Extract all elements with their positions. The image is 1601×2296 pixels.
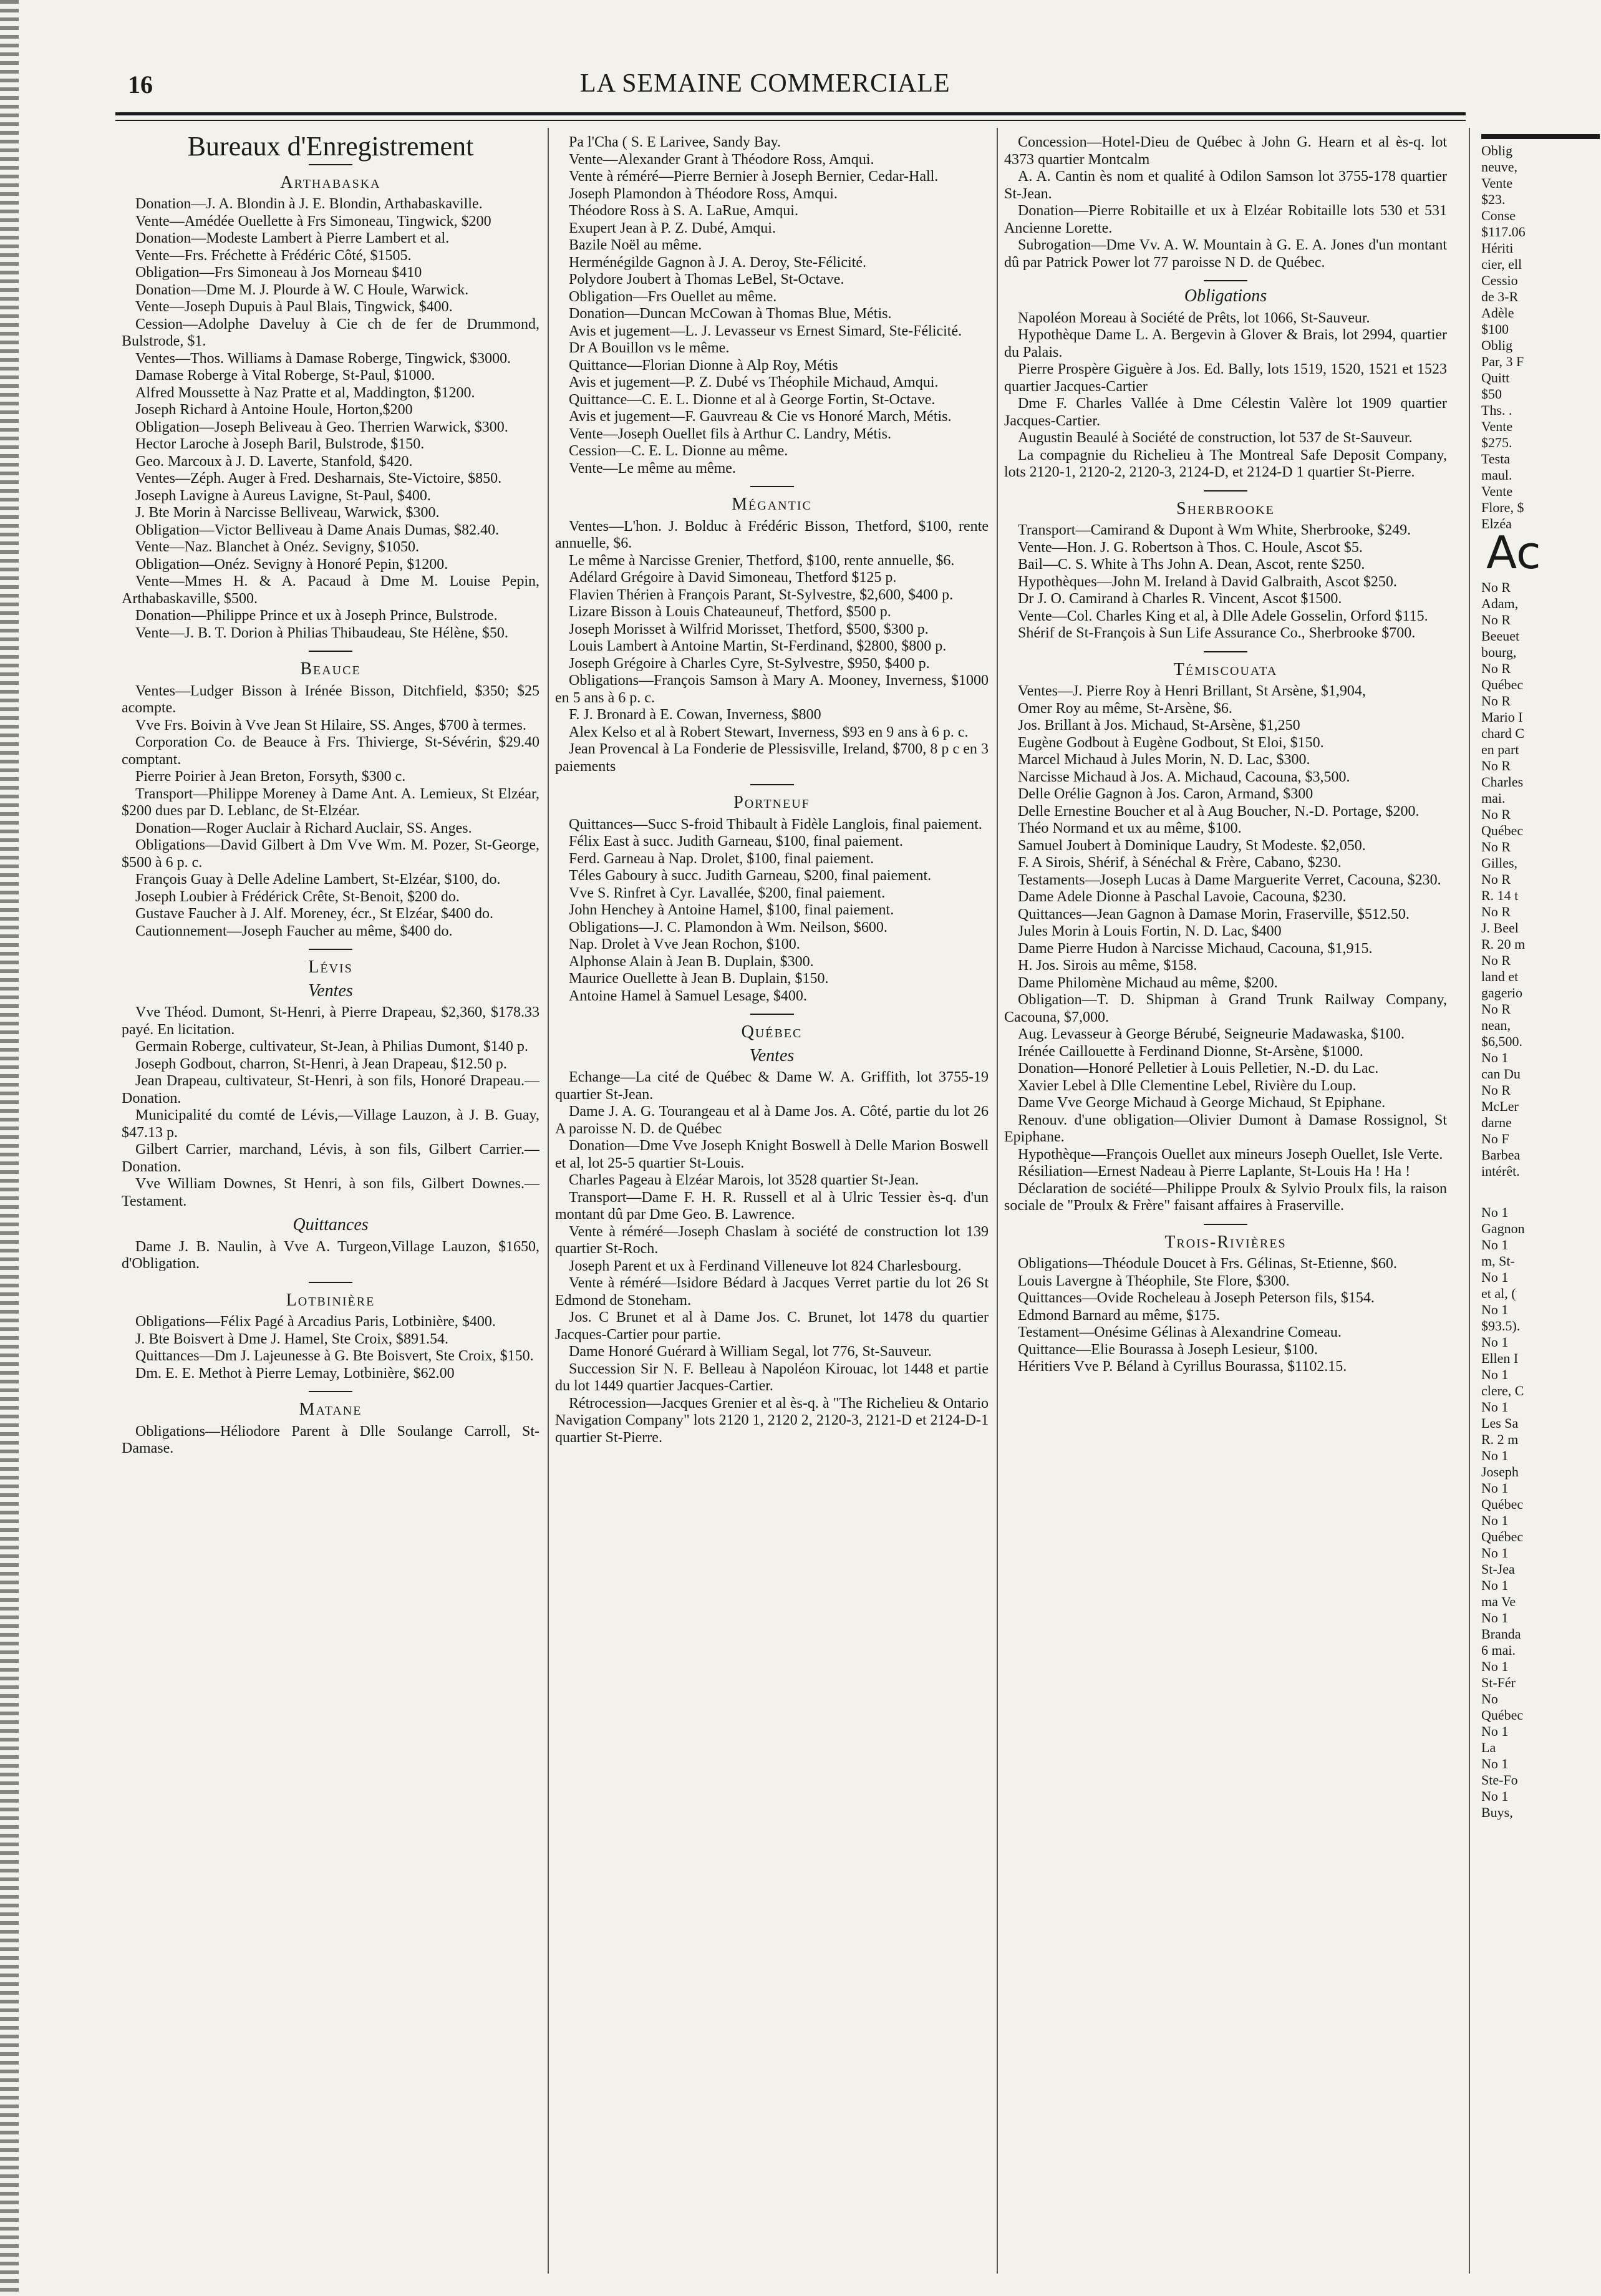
entry: Eugène Godbout à Eugène Godbout, St Eloi, $150. <box>1018 734 1324 751</box>
entry: Gilbert Carrier, marchand, Lévis, à son fils, Gilbert Carrier.—Donation. <box>122 1141 539 1175</box>
entry: No 1 <box>1481 1723 1509 1739</box>
entry: J. Beel <box>1481 920 1519 936</box>
entry: Adam, <box>1481 596 1519 611</box>
entry: Vente—Joseph Ouellet fils à Arthur C. Landry, Métis. <box>569 425 892 442</box>
entry: Mario I <box>1481 709 1523 725</box>
entry: Vente—Joseph Dupuis à Paul Blais, Tingwick, $400. <box>135 299 453 315</box>
entry: Pierre Prospère Giguère à Jos. Ed. Bally, lots 1519, 1520, 1521 et 1523 quartier Jacques-Cartier <box>1004 361 1447 395</box>
entry: Déclaration de société—Philippe Proulx & Sylvio Proulx fils, la raison sociale de "Proulx & Frère" faisant affaires à Fraserville. <box>1004 1180 1447 1214</box>
column-rule <box>997 128 998 2274</box>
entry: Oblig <box>1481 337 1513 353</box>
entry: Charles <box>1481 774 1524 790</box>
column-1 <box>122 134 539 2267</box>
entry: Les Sa <box>1481 1415 1519 1431</box>
entry: No 1 <box>1481 1577 1509 1593</box>
entry: Gilles, <box>1481 855 1518 871</box>
entry: No 1 <box>1481 1237 1509 1252</box>
entry: Louis Lambert à Antoine Martin, St-Ferdinand, $2800, $800 p. <box>569 638 947 654</box>
entry: Dame Honoré Guérard à William Segal, lot 776, St-Sauveur. <box>569 1344 932 1360</box>
entry: Avis et jugement—L. J. Levasseur vs Ernest Simard, Ste-Félicité. <box>569 322 962 339</box>
entry: No 1 <box>1481 1050 1509 1065</box>
entry: Joseph Parent et ux à Ferdinand Villeneuve lot 824 Charlesbourg. <box>569 1257 962 1274</box>
entry: No 1 <box>1481 1756 1509 1771</box>
entry: Théodore Ross à S. A. LaRue, Amqui. <box>569 203 798 219</box>
section-divider <box>750 486 794 487</box>
entry: Québec <box>1481 1496 1524 1512</box>
entry: Ventes—Zéph. Auger à Fred. Desharnais, Ste-Victoire, $850. <box>135 470 502 487</box>
entry: Vve William Downes, St Henri, à son fils, Gilbert Downes.—Testament. <box>122 1176 539 1209</box>
entry: Exupert Jean à P. Z. Dubé, Amqui. <box>569 220 776 236</box>
entry: Adèle <box>1481 305 1514 321</box>
section-divider <box>750 1014 794 1015</box>
entry: R. 20 m <box>1481 936 1526 952</box>
entry: can Du <box>1481 1066 1521 1082</box>
entry: Dame Pierre Hudon à Narcisse Michaud, Cacouna, $1,915. <box>1018 940 1373 957</box>
entry: Québec <box>1481 1707 1524 1723</box>
section-heading: Beauce <box>300 659 361 679</box>
entry: Québec <box>1481 677 1524 692</box>
entry: Ventes—J. Pierre Roy à Henri Brillant, St Arsène, $1,904, <box>1018 683 1366 699</box>
section-divider <box>309 164 352 165</box>
entry: Joseph Richard à Antoine Houle, Horton,$200 <box>135 402 413 418</box>
section-heading: Portneuf <box>733 793 810 812</box>
entry: Nap. Drolet à Vve Jean Rochon, $100. <box>569 936 800 952</box>
entry: J. Bte Morin à Narcisse Belliveau, Warwick, $300. <box>135 505 440 521</box>
entry: Dm. E. E. Methot à Pierre Lemay, Lotbinière, $62.00 <box>135 1365 455 1382</box>
entry: Félix East à succ. Judith Garneau, $100, final paiement. <box>569 833 903 850</box>
entry: Ferd. Garneau à Nap. Drolet, $100, final paiement. <box>569 850 874 867</box>
entry: cier, ell <box>1481 256 1522 272</box>
entry: Dr A Bouillon vs le même. <box>569 340 730 356</box>
entry: Dame Vve George Michaud à George Michaud, St Epiphane. <box>1018 1095 1386 1111</box>
entry: Charles Pageau à Elzéar Marois, lot 3528 quartier St-Jean. <box>569 1172 919 1188</box>
entry: Vente—Naz. Blanchet à Onéz. Sevigny, $1050. <box>135 539 419 555</box>
entry: No 1 <box>1481 1788 1509 1804</box>
entry: Gagnon <box>1481 1221 1525 1236</box>
entry: Obligations—J. C. Plamondon à Wm. Neilson, $600. <box>569 919 888 936</box>
entry: Vente à réméré—Isidore Bédard à Jacques Verret partie du lot 26 St Edmond de Stoneham. <box>555 1275 989 1309</box>
entry: Vente <box>1481 483 1513 499</box>
entry: John Henchey à Antoine Hamel, $100, final paiement. <box>569 902 894 918</box>
entry: Obligations—David Gilbert à Dm Vve Wm. M. Pozer, St-George, $500 à 6 p. c. <box>122 837 539 871</box>
entry: Quittances—Jean Gagnon à Damase Morin, Fraserville, $512.50. <box>1018 906 1410 923</box>
entry: Joseph Loubier à Frédérick Crête, St-Benoit, $200 do. <box>135 888 460 905</box>
entry: $100 <box>1481 321 1509 337</box>
entry: No F <box>1481 1131 1509 1146</box>
entry: Testaments—Joseph Lucas à Dame Marguerite Verret, Cacouna, $230. <box>1018 871 1441 888</box>
entry: Ventes—Ludger Bisson à Irénée Bisson, Ditchfield, $350; $25 acompte. <box>122 682 539 716</box>
entry: McLer <box>1481 1098 1519 1114</box>
entry: 6 mai. <box>1481 1642 1516 1658</box>
entry: Ste-Fo <box>1481 1772 1518 1788</box>
entry: No 1 <box>1481 1367 1509 1382</box>
entry: Théo Normand et ux au même, $100. <box>1018 820 1242 836</box>
entry: J. Bte Boisvert à Dme J. Hamel, Ste Croix, $891.54. <box>135 1330 448 1347</box>
entry: Vente—Col. Charles King et al, à Dlle Adele Gosselin, Orford $115. <box>1018 608 1428 624</box>
entry: Ventes—L'hon. J. Bolduc à Frédéric Bisson, Thetford, $100, rente annuelle, $6. <box>555 518 989 551</box>
entry: No R <box>1481 1001 1511 1017</box>
entry: Obligation—T. D. Shipman à Grand Trunk Railway Company, Cacouna, $7,000. <box>1004 992 1447 1025</box>
entry: Maurice Ouellette à Jean B. Duplain, $150. <box>569 971 829 987</box>
entry: No R <box>1481 904 1511 919</box>
entry: Donation—Philippe Prince et ux à Joseph Prince, Bulstrode. <box>135 608 498 624</box>
entry: $275. <box>1481 435 1512 450</box>
entry: Donation—Dme M. J. Plourde à W. C Houle, Warwick. <box>135 281 469 298</box>
column-rule <box>1469 128 1470 2274</box>
column-2 <box>555 134 989 2267</box>
entry: Joseph Godbout, charron, St-Henri, à Jean Drapeau, $12.50 p. <box>135 1055 507 1072</box>
entry: en part <box>1481 742 1519 757</box>
entry: Pa l'Cha ( S. E Larivee, Sandy Bay. <box>569 134 781 150</box>
entry: de 3-R <box>1481 289 1519 304</box>
entry: No 1 <box>1481 1204 1509 1220</box>
section-heading: Mégantic <box>732 495 812 514</box>
entry: Herménégilde Gagnon à J. A. Deroy, Ste-Félicité. <box>569 254 866 271</box>
entry: Obligation—Joseph Beliveau à Geo. Therrien Warwick, $300. <box>135 419 508 435</box>
entry: Donation—Honoré Pelletier à Louis Pelletier, N.-D. du Lac. <box>1018 1060 1379 1077</box>
entry: Dame J. A. G. Tourangeau et al à Dame Jos. A. Côté, partie du lot 26 A paroisse N. D. de Québec <box>555 1103 989 1137</box>
entry: Vente à réméré—Joseph Chaslam à société de construction lot 139 quartier St-Roch. <box>555 1223 989 1257</box>
entry: Louis Lavergne à Théophile, Ste Flore, $300. <box>1018 1272 1290 1289</box>
entry: Cautionnement—Joseph Faucher au même, $400 do. <box>135 923 453 939</box>
entry: Vente—J. B. T. Dorion à Philias Thibaudeau, Ste Hélène, $50. <box>135 624 508 641</box>
entry: No 1 <box>1481 1448 1509 1463</box>
entry: Transport—Dame F. H. R. Russell et al à Ulric Tessier ès-q. d'un montant dû par Dme Geo. B. Lawrence. <box>555 1189 989 1223</box>
entry: No R <box>1481 661 1511 676</box>
entry: Jean Drapeau, cultivateur, St-Henri, à son fils, Honoré Drapeau.—Donation. <box>122 1073 539 1107</box>
entry: Rétrocession—Jacques Grenier et al ès-q. à "The Richelieu & Ontario Navigation Company" lots 2120 1, 2120 2, 2120-3, 2121-D et 2124-D-1 quartier St-Pierre. <box>555 1395 989 1446</box>
entry: Quittance—C. E. L. Dionne et al à George Fortin, St-Octave. <box>569 391 936 408</box>
entry: Vente <box>1481 419 1513 434</box>
entry: Cession—Adolphe Daveluy à Cie ch de fer de Drummond, Bulstrode, $1. <box>122 316 539 349</box>
entry: Vente—Hon. J. G. Robertson à Thos. C. Houle, Ascot $5. <box>1018 539 1363 556</box>
entry: No 1 <box>1481 1302 1509 1317</box>
entry: Shérif de St-François à Sun Life Assurance Co., Sherbrooke $700. <box>1018 625 1416 641</box>
entry: neuve, <box>1481 159 1518 175</box>
masthead-bar <box>1481 134 1600 139</box>
entry: Hector Laroche à Joseph Baril, Bulstrode, $150. <box>135 436 425 452</box>
entry: land et <box>1481 969 1519 984</box>
entry: nean, <box>1481 1017 1511 1033</box>
entry: Résiliation—Ernest Nadeau à Pierre Laplante, St-Louis Ha ! Ha ! <box>1018 1163 1411 1179</box>
column-rule <box>548 128 549 2274</box>
entry: Concession—Hotel-Dieu de Québec à John G. Hearn et al ès-q. lot 4373 quartier Montcalm <box>1004 134 1447 168</box>
running-title: LA SEMAINE COMMERCIALE <box>580 69 950 98</box>
section-divider <box>309 1282 352 1283</box>
header-rule <box>115 112 1466 115</box>
entry: Oblig <box>1481 143 1513 158</box>
entry: Donation—Duncan McCowan à Thomas Blue, Métis. <box>569 306 892 322</box>
entry: Germain Roberge, cultivateur, St-Jean, à Philias Dumont, $140 p. <box>135 1039 528 1055</box>
section-divider <box>309 1391 352 1392</box>
section-divider <box>1204 651 1247 652</box>
entry: Vve S. Rinfret à Cyr. Lavallée, $200, final paiement. <box>569 884 886 901</box>
entry: bourg, <box>1481 644 1517 660</box>
entry: No R <box>1481 871 1511 887</box>
entry: Pierre Poirier à Jean Breton, Forsyth, $300 c. <box>135 768 406 785</box>
entry: Dme F. Charles Vallée à Dme Célestin Valère lot 1909 quartier Jacques-Cartier. <box>1004 395 1447 429</box>
entry: Vente <box>1481 175 1513 191</box>
entry: ma Ve <box>1481 1594 1516 1609</box>
entry: Vente—Mmes H. & A. Pacaud à Dme M. Louise Pepin, Arthabaskaville, $500. <box>122 573 539 607</box>
entry: Jean Provencal à La Fonderie de Plessisville, Ireland, $700, 8 p c en 3 paiements <box>555 741 989 775</box>
header-rule-thin <box>115 120 1466 121</box>
entry: Dame Adele Dionne à Paschal Lavoie, Cacouna, $230. <box>1018 889 1347 905</box>
entry: No 1 <box>1481 1269 1509 1285</box>
section-heading: Matane <box>299 1400 362 1419</box>
entry: clere, C <box>1481 1383 1524 1398</box>
entry: Hypothèque Dame L. A. Bergevin à Glover & Brais, lot 2994, quartier du Palais. <box>1004 327 1447 361</box>
entry: et al, ( <box>1481 1286 1516 1301</box>
section-divider <box>309 949 352 950</box>
entry: Branda <box>1481 1626 1521 1642</box>
page-number: 16 <box>128 70 153 99</box>
entry: Delle Orélie Gagnon à Jos. Caron, Armand, $300 <box>1018 786 1313 802</box>
section-heading: Québec <box>741 1022 803 1042</box>
entry: Echange—La cité de Québec & Dame W. A. Griffith, lot 3755-19 quartier St-Jean. <box>555 1069 989 1103</box>
entry: Ths. . <box>1481 402 1512 418</box>
entry: No R <box>1481 952 1511 968</box>
entry: Geo. Marcoux à J. D. Laverte, Stanfold, $420. <box>135 453 413 470</box>
entry: chard C <box>1481 725 1525 741</box>
entry: La <box>1481 1740 1496 1755</box>
section-divider <box>1204 280 1247 281</box>
entry: H. Jos. Sirois au même, $158. <box>1018 957 1197 974</box>
entry: gagerio <box>1481 985 1522 1000</box>
entry: No 1 <box>1481 1545 1509 1561</box>
entry: No R <box>1481 1082 1511 1098</box>
section-divider <box>750 784 794 785</box>
entry: Xavier Lebel à Dlle Clementine Lebel, Rivière du Loup. <box>1018 1077 1357 1094</box>
entry: Omer Roy au même, St-Arsène, $6. <box>1018 700 1232 717</box>
entry: darne <box>1481 1115 1512 1130</box>
entry: Donation—J. A. Blondin à J. E. Blondin, Arthabaskaville. <box>135 196 483 212</box>
scan-binding-edge <box>0 0 19 2296</box>
entry: Quittances—Dm J. Lajeunesse à G. Bte Boisvert, Ste Croix, $150. <box>135 1348 534 1364</box>
entry: Québec <box>1481 1529 1524 1544</box>
entry: maul. <box>1481 467 1512 483</box>
entry: Jules Morin à Louis Fortin, N. D. Lac, $400 <box>1018 923 1282 939</box>
entry: No R <box>1481 612 1511 627</box>
entry: Polydore Joubert à Thomas LeBel, St-Octave. <box>569 271 844 288</box>
entry: Ventes—Thos. Williams à Damase Roberge, Tingwick, $3000. <box>135 350 511 367</box>
entry: Jos. Brillant à Jos. Michaud, St-Arsène, $1,250 <box>1018 717 1300 734</box>
entry: St-Jea <box>1481 1561 1515 1577</box>
entry: Quittance—Florian Dionne à Alp Roy, Métis <box>569 357 838 374</box>
entry: Par, 3 F <box>1481 354 1524 369</box>
entry: Québec <box>1481 823 1524 838</box>
entry: François Guay à Delle Adeline Lambert, St-Elzéar, $100, do. <box>135 871 501 888</box>
section-heading: Témiscouata <box>1173 659 1278 679</box>
entry: Irénée Caillouette à Ferdinand Dionne, St-Arsène, $1000. <box>1018 1043 1363 1060</box>
column-4-clipped <box>1481 134 1600 2267</box>
clipped-heading: Ac <box>1486 526 1541 579</box>
entry: Vve Théod. Dumont, St-Henri, à Pierre Drapeau, $2,360, $178.33 payé. En licitation. <box>122 1004 539 1038</box>
entry: No R <box>1481 579 1511 595</box>
entry: $93.5). <box>1481 1318 1521 1334</box>
entry: La compagnie du Richelieu à The Montreal Safe Deposit Company, lots 2120-1, 2120-2, 2120-3, 2124-D, et 2124-D 1 quartier St-Pierre. <box>1004 447 1447 480</box>
entry: $50 <box>1481 386 1502 402</box>
entry: R. 14 t <box>1481 888 1519 903</box>
entry: Hypothèque—François Ouellet aux mineurs Joseph Ouellet, Isle Verte. <box>1018 1146 1443 1163</box>
entry: Donation—Dme Vve Joseph Knight Boswell à Delle Marion Boswell et al, lot 25-5 quartier St-Louis. <box>555 1138 989 1171</box>
entry: Joseph Grégoire à Charles Cyre, St-Sylvestre, $950, $400 p. <box>569 655 930 672</box>
section-heading: Arthabaska <box>280 172 381 192</box>
entry: Edmond Barnard au même, $175. <box>1018 1307 1220 1324</box>
entry: Vente—Alexander Grant à Théodore Ross, Amqui. <box>569 151 874 168</box>
entry: Joseph Plamondon à Théodore Ross, Amqui. <box>569 185 838 202</box>
entry: Vente—Le même au même. <box>569 460 736 477</box>
entry: Quittance—Elie Bourassa à Joseph Lesieur, $100. <box>1018 1341 1318 1358</box>
entry: mai. <box>1481 790 1506 806</box>
entry: $23. <box>1481 191 1506 207</box>
entry: Elzéa <box>1481 516 1512 531</box>
entry: Quittances—Succ S-froid Thibault à Fidèle Langlois, final paiement. <box>569 816 982 833</box>
entry: Subrogation—Dme Vv. A. W. Mountain à G. E. A. Jones d'un montant dû par Patrick Power lot 77 paroisse N D. de Québec. <box>1004 237 1447 271</box>
section-divider <box>1204 490 1247 492</box>
entry: Bazile Noël au même. <box>569 237 702 253</box>
entry: Transport—Philippe Moreney à Dame Ant. A. Lemieux, St Elzéar, $200 dues par D. Leblanc, de St-Elzéar. <box>122 785 539 819</box>
entry: No 1 <box>1481 1480 1509 1496</box>
entry: Donation—Pierre Robitaille et ux à Elzéar Robitaille lots 530 et 531 Ancienne Lorette. <box>1004 203 1447 236</box>
entry: Corporation Co. de Beauce à Frs. Thivierge, St-Sévérin, $29.40 comptant. <box>122 734 539 768</box>
entry: No R <box>1481 758 1511 773</box>
entry: Hériti <box>1481 240 1514 256</box>
entry: Damase Roberge à Vital Roberge, St-Paul, $1000. <box>135 367 435 384</box>
entry: Succession Sir N. F. Belleau à Napoléon Kirouac, lot 1448 et partie du lot 1449 quartier Jacques-Cartier. <box>555 1360 989 1394</box>
subsection-heading: Quittances <box>293 1215 369 1234</box>
entry: Municipalité du comté de Lévis,—Village Lauzon, à J. B. Guay, $47.13 p. <box>122 1107 539 1141</box>
entry: Obligation—Frs Ouellet au même. <box>569 288 777 305</box>
entry: Joseph Lavigne à Aureus Lavigne, St-Paul, $400. <box>135 487 431 504</box>
entry: Vente—Frs. Fréchette à Frédéric Côté, $1505. <box>135 247 412 264</box>
entry: Flavien Thérien à François Parant, St-Sylvestre, $2,600, $400 p. <box>569 586 954 603</box>
entry: Cessio <box>1481 273 1518 288</box>
section-heading: Lotbinière <box>286 1290 375 1310</box>
entry: F. A Sirois, Shérif, à Sénéchal & Frère, Cabano, $230. <box>1018 855 1342 871</box>
column-3 <box>1004 134 1447 2267</box>
entry: Gustave Faucher à J. Alf. Moreney, écr., St Elzéar, $400 do. <box>135 906 493 922</box>
entry: Conse <box>1481 208 1516 223</box>
section-heading: Sherbrooke <box>1176 498 1275 518</box>
entry: Dame Philomène Michaud au même, $200. <box>1018 974 1278 991</box>
entry: No 1 <box>1481 1610 1509 1625</box>
entry: $6,500. <box>1481 1034 1522 1049</box>
entry: Alex Kelso et al à Robert Stewart, Inverness, $93 en 9 ans à 6 p. c. <box>569 724 969 740</box>
entry: Cession—C. E. L. Dionne au même. <box>569 443 788 459</box>
entry: Transport—Camirand & Dupont à Wm White, Sherbrooke, $249. <box>1018 522 1411 538</box>
entry: Quitt <box>1481 370 1510 385</box>
entry: Marcel Michaud à Jules Morin, N. D. Lac, $300. <box>1018 752 1310 768</box>
entry: Obligation—Onéz. Sevigny à Honoré Pepin, $1200. <box>135 556 448 573</box>
entry: Vente à réméré—Pierre Bernier à Joseph Bernier, Cedar-Hall. <box>569 168 939 185</box>
entry: Obligations—François Samson à Mary A. Mooney, Inverness, $1000 en 5 ans à 6 p. c. <box>555 672 989 706</box>
entry: Héritiers Vve P. Béland à Cyrillus Bourassa, $1102.15. <box>1018 1359 1347 1375</box>
entry: Delle Ernestine Boucher et al à Aug Boucher, N.-D. Portage, $200. <box>1018 803 1420 820</box>
entry: No 1 <box>1481 1399 1509 1415</box>
entry: Bail—C. S. White à Ths John A. Dean, Ascot, rente $250. <box>1018 556 1365 573</box>
entry: No 1 <box>1481 1513 1509 1528</box>
section-heading: Obligations <box>1184 286 1267 306</box>
entry: Ellen I <box>1481 1350 1519 1366</box>
entry: Obligations—Héliodore Parent à Dlle Soulange Carroll, St-Damase. <box>122 1423 539 1456</box>
entry: Vve Frs. Boivin à Vve Jean St Hilaire, SS. Anges, $700 à termes. <box>135 717 526 734</box>
entry: Dame J. B. Naulin, à Vve A. Turgeon,Village Lauzon, $1650, d'Obligation. <box>122 1238 539 1272</box>
column-title: Bureaux d'Enregistrement <box>187 134 474 162</box>
entry: Flore, $ <box>1481 500 1524 515</box>
entry: R. 2 m <box>1481 1431 1519 1447</box>
entry: Donation—Roger Auclair à Richard Auclair, SS. Anges. <box>135 820 472 836</box>
entry: Augustin Beaulé à Société de construction, lot 537 de St-Sauveur. <box>1018 430 1413 446</box>
entry: F. J. Bronard à E. Cowan, Inverness, $800 <box>569 707 821 723</box>
entry: Hypothèques—John M. Ireland à David Galbraith, Ascot $250. <box>1018 573 1397 590</box>
entry: Testa <box>1481 451 1511 467</box>
entry: No 1 <box>1481 1659 1509 1674</box>
entry: Obligations—Théodule Doucet à Frs. Gélinas, St-Etienne, $60. <box>1018 1256 1397 1272</box>
entry: Joseph Morisset à Wilfrid Morisset, Thetford, $500, $300 p. <box>569 621 929 637</box>
entry: Avis et jugement—F. Gauvreau & Cie vs Honoré March, Métis. <box>569 409 952 425</box>
entry: Donation—Modeste Lambert à Pierre Lambert et al. <box>135 230 450 246</box>
entry: Napoléon Moreau à Société de Prêts, lot 1066, St-Sauveur. <box>1018 309 1370 326</box>
section-heading: Lévis <box>308 957 353 977</box>
entry: No R <box>1481 693 1511 709</box>
section-divider <box>1204 1224 1247 1225</box>
subsection-heading: Ventes <box>308 981 353 1000</box>
spacer <box>1481 1179 1600 1204</box>
entry: Obligations—Félix Pagé à Arcadius Paris, Lotbinière, $400. <box>135 1314 496 1330</box>
entry: St-Fér <box>1481 1675 1516 1690</box>
entry: Aug. Levasseur à George Bérubé, Seigneurie Madawaska, $100. <box>1018 1026 1405 1042</box>
entry: Lizare Bisson à Louis Chateauneuf, Thetford, $500 p. <box>569 604 891 620</box>
entry: Beeuet <box>1481 628 1520 644</box>
entry: Vente—Amédée Ouellette à Frs Simoneau, Tingwick, $200 <box>135 213 491 230</box>
entry: Obligation—Victor Belliveau à Dame Anais Dumas, $82.40. <box>135 521 500 538</box>
entry: Renouv. d'une obligation—Olivier Dumont à Damase Rossignol, St Epiphane. <box>1004 1112 1447 1145</box>
entry: No R <box>1481 807 1511 822</box>
entry: $117.06 <box>1481 224 1526 240</box>
entry: intérêt. <box>1481 1163 1520 1179</box>
entry: Alfred Moussette à Naz Pratte et al, Maddington, $1200. <box>135 384 475 401</box>
entry: No R <box>1481 839 1511 855</box>
subsection-heading: Ventes <box>749 1045 795 1065</box>
entry: A. A. Cantin ès nom et qualité à Odilon Samson lot 3755-178 quartier St-Jean. <box>1004 168 1447 202</box>
entry: Obligation—Frs Simoneau à Jos Morneau $410 <box>135 264 422 281</box>
entry: Antoine Hamel à Samuel Lesage, $400. <box>569 987 807 1004</box>
entry: No <box>1481 1691 1498 1707</box>
entry: Le même à Narcisse Grenier, Thetford, $100, rente annuelle, $6. <box>569 552 955 569</box>
entry: Samuel Joubert à Dominique Laudry, St Modeste. $2,050. <box>1018 837 1366 854</box>
entry: Dr J. O. Camirand à Charles R. Vincent, Ascot $1500. <box>1018 591 1342 607</box>
entry: Narcisse Michaud à Jos. A. Michaud, Cacouna, $3,500. <box>1018 768 1350 785</box>
entry: m, St- <box>1481 1253 1515 1269</box>
entry: Quittances—Ovide Rocheleau à Joseph Peterson fils, $154. <box>1018 1290 1375 1306</box>
section-divider <box>309 651 352 652</box>
entry: Jos. C Brunet et al à Dame Jos. C. Brunet, lot 1478 du quartier Jacques-Cartier pour partie. <box>555 1309 989 1343</box>
section-heading: Trois-Rivières <box>1164 1232 1287 1252</box>
entry: Barbea <box>1481 1147 1521 1163</box>
entry: Buys, <box>1481 1804 1513 1820</box>
entry: Adélard Grégoire à David Simoneau, Thetford $125 p. <box>569 569 897 586</box>
entry: Testament—Onésime Gélinas à Alexandrine Comeau. <box>1018 1324 1342 1340</box>
entry: Téles Gaboury à succ. Judith Garneau, $200, final paiement. <box>569 868 932 884</box>
entry: Avis et jugement—P. Z. Dubé vs Théophile Michaud, Amqui. <box>569 374 939 390</box>
entry: Joseph <box>1481 1464 1519 1480</box>
entry: Alphonse Alain à Jean B. Duplain, $300. <box>569 953 814 970</box>
entry: No 1 <box>1481 1334 1509 1350</box>
